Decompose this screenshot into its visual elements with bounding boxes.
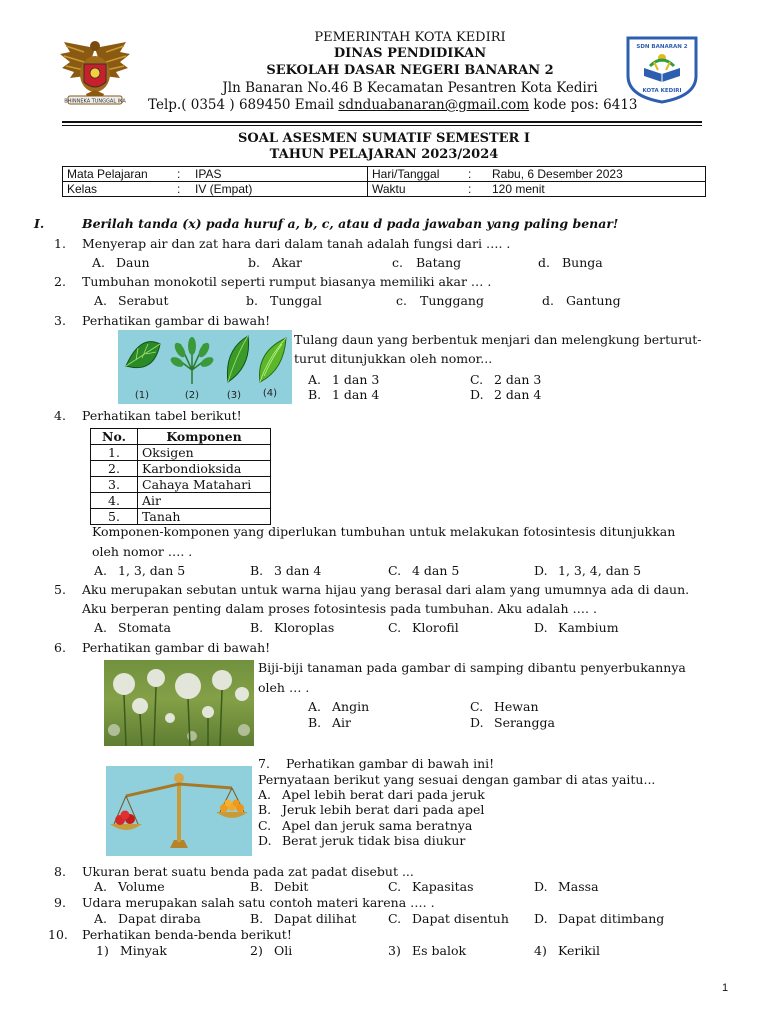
- header-email[interactable]: sdnduabanaran@gmail.com: [338, 97, 530, 113]
- q10-item-2: 2) Oli: [250, 943, 293, 958]
- q9-text: Udara merupakan salah satu contoh materi karena …. .: [82, 895, 435, 910]
- table-row: 5. Tanah: [91, 509, 271, 525]
- q2-text: Tumbuhan monokotil seperti rumput biasanya memiliki akar … .: [82, 274, 492, 289]
- q4-question-line2: oleh nomor …. .: [92, 544, 193, 559]
- q1-number: 1.: [54, 236, 66, 251]
- table-row: 3. Cahaya Matahari: [91, 477, 271, 493]
- q1-text: Menyerap air dan zat hara dari dalam tanah adalah fungsi dari …. .: [82, 236, 511, 251]
- header-address: Jln Banaran No.46 B Kecamatan Pesantren Kota Kediri: [222, 80, 598, 96]
- q3-leaves-image: [118, 330, 292, 404]
- q7-option-c[interactable]: C. Apel dan jeruk sama beratnya: [258, 818, 473, 833]
- q2-option-c[interactable]: c. Tunggang: [396, 293, 484, 308]
- q8-number: 8.: [54, 864, 66, 879]
- class-label: Kelas: [67, 182, 98, 196]
- q6-text: Perhatikan gambar di bawah!: [82, 640, 271, 655]
- date-value: Rabu, 6 Desember 2023: [492, 167, 623, 181]
- q5-option-d[interactable]: D. Kambium: [534, 620, 619, 635]
- q8-text: Ukuran berat suatu benda pada zat padat disebut ...: [82, 864, 414, 879]
- q4-number: 4.: [54, 408, 66, 423]
- header-government: PEMERINTAH KOTA KEDIRI: [314, 30, 506, 45]
- header-divider-thin: [62, 125, 702, 126]
- q6-option-b[interactable]: B. Air: [308, 715, 352, 730]
- date-label: Hari/Tanggal: [372, 167, 440, 181]
- q8-option-a[interactable]: A. Volume: [94, 879, 165, 894]
- q7-scale-image: [106, 766, 252, 856]
- q2-option-b[interactable]: b. Tunggal: [246, 293, 322, 308]
- q4-text: Perhatikan tabel berikut!: [82, 408, 242, 423]
- leaf-label-4: (4): [262, 388, 278, 399]
- garuda-logo: [56, 38, 134, 110]
- page-number: 1: [722, 982, 729, 994]
- q1-option-a[interactable]: A. Daun: [92, 255, 150, 270]
- q1-option-b[interactable]: b. Akar: [248, 255, 303, 270]
- school-logo-bottom: KOTA KEDIRI: [642, 88, 682, 94]
- table-row: 1. Oksigen: [91, 445, 271, 461]
- q3-option-c[interactable]: C. 2 dan 3: [470, 372, 542, 387]
- header-divider-thick: [62, 121, 702, 123]
- q7-text-line2: Pernyataan berikut yang sesuai dengan gambar di atas yaitu...: [258, 772, 656, 787]
- q9-option-d[interactable]: D. Dapat ditimbang: [534, 911, 665, 926]
- q6-number: 6.: [54, 640, 66, 655]
- q1-option-c[interactable]: c. Batang: [392, 255, 462, 270]
- q6-question-line2: oleh … .: [258, 680, 310, 695]
- class-value: IV (Empat): [195, 182, 253, 196]
- q2-option-d[interactable]: d. Gantung: [542, 293, 621, 308]
- garuda-motto: BHINNEKA TUNGGAL IKA: [64, 98, 126, 105]
- q5-text: Aku merupakan sebutan untuk warna hijau yang berasal dari alam yang umumnya ada di daun.: [82, 582, 690, 597]
- q4-table-head-component: Komponen: [138, 429, 271, 445]
- q4-option-c[interactable]: C. 4 dan 5: [388, 563, 460, 578]
- header-postal: kode pos: 6413: [529, 97, 638, 113]
- q4-components-table: [90, 428, 271, 525]
- subject-sep: :: [177, 167, 181, 181]
- q4-table-head-no: No.: [91, 429, 138, 445]
- q8-option-d[interactable]: D. Massa: [534, 879, 599, 894]
- q3-option-b[interactable]: B. 1 dan 4: [308, 387, 380, 402]
- section-number: I.: [34, 216, 45, 231]
- q4-question-line1: Komponen-komponen yang diperlukan tumbuhan untuk melakukan fotosintesis ditunjukkan: [92, 524, 676, 539]
- time-sep: :: [468, 182, 472, 196]
- q5-option-a[interactable]: A. Stomata: [94, 620, 171, 635]
- q4-option-a[interactable]: A. 1, 3, dan 5: [94, 563, 186, 578]
- leaf-label-3: (3): [226, 390, 242, 401]
- leaf-label-1: (1): [134, 390, 150, 401]
- q3-question-line1: Tulang daun yang berbentuk menjari dan melengkung berturut-: [294, 332, 702, 347]
- q10-text: Perhatikan benda-benda berikut!: [82, 927, 292, 942]
- q5-option-b[interactable]: B. Kloroplas: [250, 620, 335, 635]
- q8-option-b[interactable]: B. Debit: [250, 879, 309, 894]
- header-contact: [148, 97, 638, 113]
- header-department: DINAS PENDIDIKAN: [333, 46, 487, 61]
- q10-item-1: 1) Minyak: [96, 943, 167, 958]
- q7-option-b[interactable]: B. Jeruk lebih berat dari pada apel: [258, 802, 485, 817]
- q6-question-line1: Biji-biji tanaman pada gambar di samping dibantu penyerbukannya: [258, 660, 686, 675]
- q1-option-d[interactable]: d. Bunga: [538, 255, 603, 270]
- q7-text: Perhatikan gambar di bawah ini!: [286, 756, 495, 771]
- q10-number: 10.: [48, 927, 68, 942]
- q10-item-4: 4) Kerikil: [534, 943, 600, 958]
- q4-option-d[interactable]: D. 1, 3, 4, dan 5: [534, 563, 642, 578]
- table-row: 4. Air: [91, 493, 271, 509]
- time-label: Waktu: [372, 182, 406, 196]
- q6-option-a[interactable]: A. Angin: [308, 699, 370, 714]
- q6-dandelion-image: [104, 660, 254, 746]
- time-value: 120 menit: [492, 182, 545, 196]
- q6-option-c[interactable]: C. Hewan: [470, 699, 539, 714]
- q8-option-c[interactable]: C. Kapasitas: [388, 879, 474, 894]
- header-school-name: SEKOLAH DASAR NEGERI BANARAN 2: [266, 63, 554, 78]
- q7-option-a[interactable]: A. Apel lebih berat dari pada jeruk: [258, 787, 485, 802]
- q2-option-a[interactable]: A. Serabut: [94, 293, 169, 308]
- q4-option-b[interactable]: B. 3 dan 4: [250, 563, 322, 578]
- q9-option-a[interactable]: A. Dapat diraba: [94, 911, 201, 926]
- q9-option-c[interactable]: C. Dapat disentuh: [388, 911, 509, 926]
- subject-value: IPAS: [195, 167, 222, 181]
- q9-number: 9.: [54, 895, 66, 910]
- section-instruction: Berilah tanda (x) pada huruf a, b, c, atau d pada jawaban yang paling benar!: [82, 216, 619, 231]
- q3-option-a[interactable]: A. 1 dan 3: [308, 372, 380, 387]
- table-row: 2. Karbondioksida: [91, 461, 271, 477]
- q3-number: 3.: [54, 313, 66, 328]
- q5-number: 5.: [54, 582, 66, 597]
- exam-title: SOAL ASESMEN SUMATIF SEMESTER I: [238, 131, 530, 146]
- q7-option-d[interactable]: D. Berat jeruk tidak bisa diukur: [258, 833, 466, 848]
- leaf-label-2: (2): [184, 390, 200, 401]
- exam-info-table: [62, 166, 706, 197]
- q9-option-b[interactable]: B. Dapat dilihat: [250, 911, 357, 926]
- school-logo-top: SDN BANARAN 2: [636, 44, 688, 50]
- q10-item-3: 3) Es balok: [388, 943, 467, 958]
- date-sep: :: [468, 167, 472, 181]
- q2-number: 2.: [54, 274, 66, 289]
- q7-number: 7.: [258, 756, 270, 771]
- q6-option-d[interactable]: D. Serangga: [470, 715, 555, 730]
- q3-question-line2: turut ditunjukkan oleh nomor...: [294, 351, 493, 366]
- class-sep: :: [177, 182, 181, 196]
- header-phone: Telp.( 0354 ) 689450 Email: [148, 97, 339, 113]
- q3-option-d[interactable]: D. 2 dan 4: [470, 387, 542, 402]
- q5-option-c[interactable]: C. Klorofil: [388, 620, 459, 635]
- q3-text: Perhatikan gambar di bawah!: [82, 313, 271, 328]
- subject-label: Mata Pelajaran: [67, 167, 148, 181]
- exam-year: TAHUN PELAJARAN 2023/2024: [269, 147, 499, 162]
- q5-text-line2: Aku berperan penting dalam proses fotosintesis pada tumbuhan. Aku adalah …. .: [82, 601, 597, 616]
